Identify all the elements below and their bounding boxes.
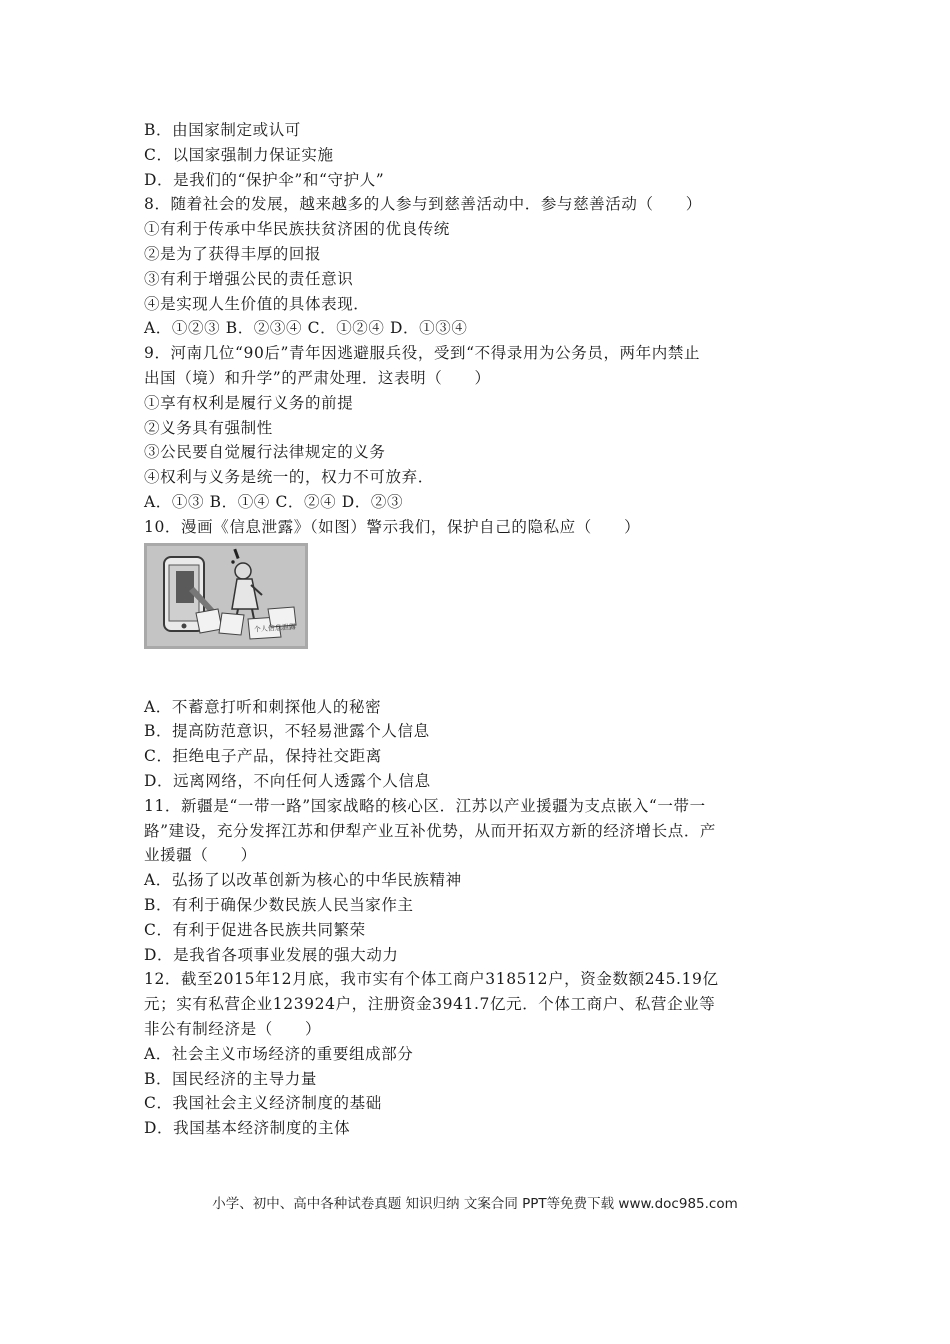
text-line: 8．随着社会的发展，越来越多的人参与到慈善活动中．参与慈善活动（ ） (144, 195, 702, 214)
text-line: A．①②③ B．②③④ C．①②④ D．①③④ (144, 319, 468, 338)
text-line: C．以国家强制力保证实施 (144, 145, 334, 164)
question-content (144, 118, 814, 1141)
questions-block-before-figure (144, 118, 814, 540)
text-line: ②是为了获得丰厚的回报 (144, 244, 322, 263)
text-line: 业援疆（ ） (144, 846, 257, 865)
text-line: D．我国基本经济制度的主体 (144, 1119, 351, 1138)
text-line: 12．截至2015年12月底，我市实有个体工商户318512户，资金数额245.19亿 (144, 970, 719, 989)
text-line: D．是我省各项事业发展的强大动力 (144, 945, 399, 964)
text-line: B．提高防范意识，不轻易泄露个人信息 (144, 722, 430, 741)
text-line: ②义务具有强制性 (144, 418, 273, 437)
text-line: B．由国家制定或认可 (144, 121, 301, 139)
text-line: 9．河南几位“90后”青年因逃避服兵役，受到“不得录用为公务员，两年内禁止 (144, 344, 701, 363)
cartoon-image (144, 543, 308, 649)
cartoon-caption: 个人信息泄露 (253, 622, 297, 634)
text-line: 路”建设，充分发挥江苏和伊犁产业互补优势，从而开拓双方新的经济增长点．产 (144, 821, 717, 840)
text-line: A．弘扬了以改革创新为核心的中华民族精神 (144, 871, 462, 890)
text-line: 11．新疆是“一带一路”国家战略的核心区．江苏以产业援疆为支点嵌入“一带一 (144, 796, 706, 815)
text-line: B．有利于确保少数民族人民当家作主 (144, 895, 414, 914)
text-line: ①有利于传承中华民族扶贫济困的优良传统 (144, 220, 450, 239)
text-line: 出国（境）和升学”的严肃处理．这表明（ ） (144, 368, 491, 387)
text-line: D．远离网络，不向任何人透露个人信息 (144, 771, 431, 790)
text-line: A．不蓄意打听和刺探他人的秘密 (144, 697, 382, 716)
text-line: ④权利与义务是统一的，权力不可放弃． (144, 468, 434, 487)
text-line: D．是我们的“保护伞”和“守护人” (144, 170, 385, 189)
text-line: C．拒绝电子产品，保持社交距离 (144, 747, 382, 766)
questions-block-after-figure (144, 695, 814, 1141)
text-line: C．我国社会主义经济制度的基础 (144, 1094, 382, 1113)
text-line: ①享有权利是履行义务的前提 (144, 393, 354, 412)
text-line: ③有利于增强公民的责任意识 (144, 269, 354, 288)
text-line: 非公有制经济是（ ） (144, 1019, 322, 1038)
text-line: ③公民要自觉履行法律规定的义务 (144, 443, 386, 462)
text-line: 10．漫画《信息泄露》（如图）警示我们，保护自己的隐私应（ ） (144, 517, 641, 536)
text-line: A．社会主义市场经济的重要组成部分 (144, 1044, 414, 1063)
text-line: 元；实有私营企业123924户，注册资金3941.7亿元．个体工商户、私营企业等 (144, 995, 716, 1014)
text-line: C．有利于促进各民族共同繁荣 (144, 920, 366, 939)
text-line: ④是实现人生价值的具体表现． (144, 294, 370, 313)
text-line: A．①③ B．①④ C．②④ D．②③ (144, 492, 404, 511)
text-line: B．国民经济的主导力量 (144, 1069, 317, 1088)
cartoon-information-leak (144, 543, 308, 649)
page-footer: 小学、初中、高中各种试卷真题 知识归纳 文案合同 PPT等免费下载 www.doc985.com (212, 1196, 738, 1212)
